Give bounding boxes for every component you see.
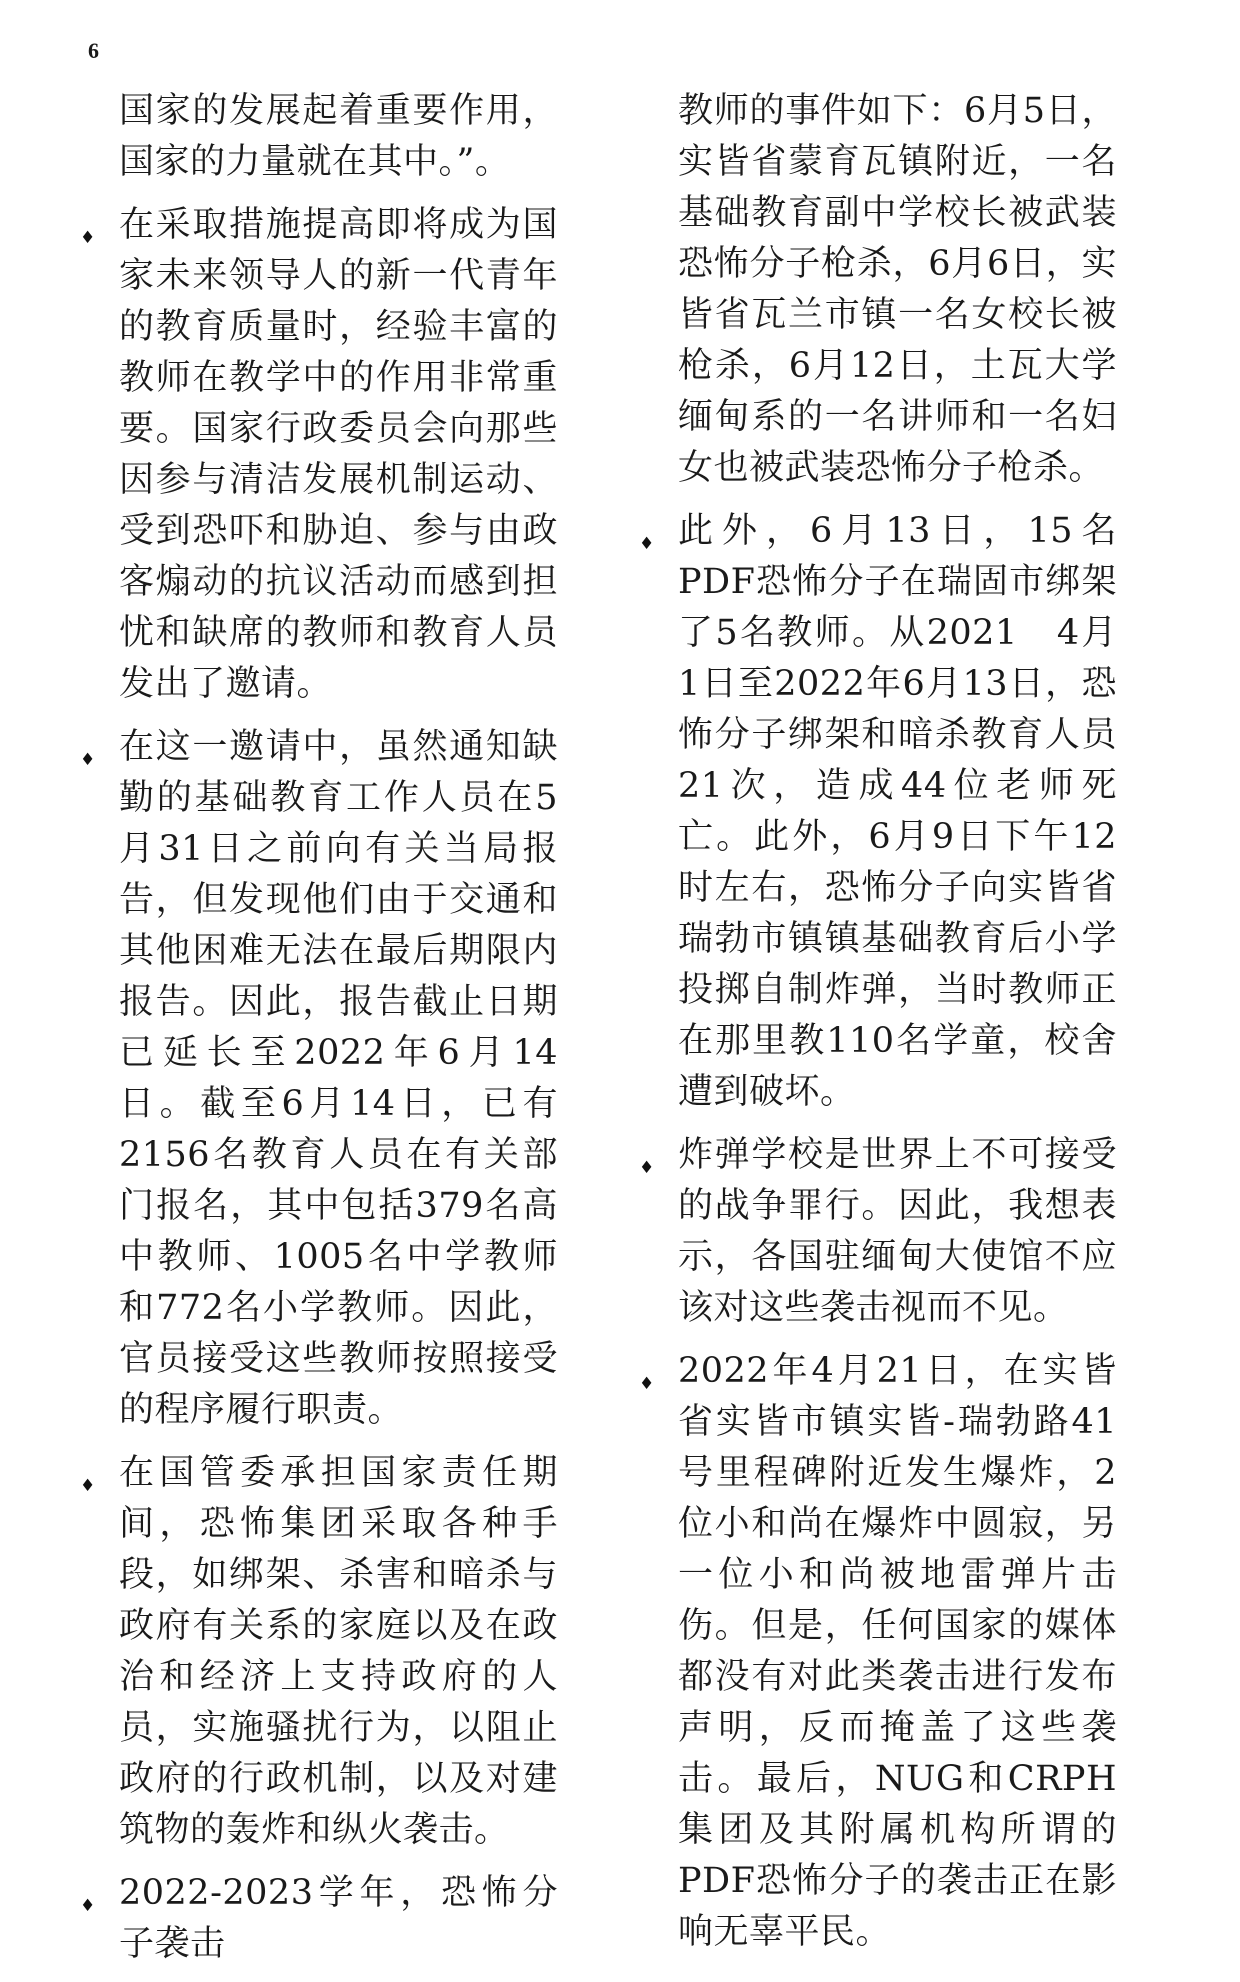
- diamond-bullet-icon: ♦: [80, 228, 96, 248]
- right-bullet-item-2: [637, 1130, 1117, 1334]
- page-number: 6: [88, 38, 99, 63]
- right-bullet-item-3: [637, 1346, 1117, 1958]
- right-continuation-paragraph: 教师的事件如下：6月5日，实皆省蒙育瓦镇附近，一名基础教育副中学校长被武装恐怖分子枪杀，6月6日，实皆省瓦兰市镇一名女校长被枪杀，6月12日，土瓦大学缅甸系的一名讲师和一名妇女也被武装恐怖分子枪杀。: [678, 91, 1117, 488]
- right-column: [637, 86, 1117, 1970]
- bullet-text: 此外，6月13日，15名PDF恐怖分子在瑞固市绑架了5名教师。从2021 4月1日至2022年6月13日，恐怖分子绑架和暗杀教育人员21次，造成44位老师死亡。此外，6月9日下午12时左右，恐怖分子向实皆省瑞勃市镇镇基础教育后小学投掷自制炸弹，当时教师正在那里教110名学童，校舍遭到破坏。: [678, 511, 1117, 1112]
- bullet-text: 2022-2023学年，恐怖分子袭击: [119, 1873, 558, 1964]
- left-bullet-item-3: [78, 1448, 558, 1856]
- diamond-bullet-icon: ♦: [80, 750, 96, 770]
- diamond-bullet-icon: ♦: [639, 534, 655, 554]
- left-bullet-item-4: [78, 1868, 558, 1970]
- bullet-text: 炸弹学校是世界上不可接受的战争罪行。因此，我想表示，各国驻缅甸大使馆不应该对这些袭击视而不见。: [678, 1135, 1117, 1328]
- bullet-text: 在采取措施提高即将成为国家未来领导人的新一代青年的教育质量时，经验丰富的教师在教学中的作用非常重要。国家行政委员会向那些因参与清洁发展机制运动、受到恐吓和胁迫、参与由政客煽动的抗议活动而感到担忧和缺席的教师和教育人员发出了邀请。: [119, 205, 558, 704]
- bullet-text: 在国管委承担国家责任期间，恐怖集团采取各种手段，如绑架、杀害和暗杀与政府有关系的家庭以及在政治和经济上支持政府的人员，实施骚扰行为，以阻止政府的行政机制，以及对建筑物的轰炸和纵火袭击。: [119, 1453, 558, 1850]
- left-column: [78, 86, 558, 1982]
- diamond-bullet-icon: ♦: [639, 1158, 655, 1178]
- diamond-bullet-icon: ♦: [80, 1896, 96, 1916]
- diamond-bullet-icon: ♦: [639, 1374, 655, 1394]
- bullet-text: 在这一邀请中，虽然通知缺勤的基础教育工作人员在5月31日之前向有关当局报告，但发现他们由于交通和其他困难无法在最后期限内报告。因此，报告截止日期已延长至2022年6月14日。截至6月14日，已有2156名教育人员在有关部门报名，其中包括379名高中教师、1005名中学教师和772名小学教师。因此，官员接受这些教师按照接受的程序履行职责。: [119, 727, 558, 1430]
- diamond-bullet-icon: ♦: [80, 1476, 96, 1496]
- left-continuation-paragraph: 国家的发展起着重要作用，国家的力量就在其中。”。: [119, 91, 558, 182]
- left-bullet-item-2: [78, 722, 558, 1436]
- right-bullet-item-1: [637, 506, 1117, 1118]
- left-bullet-item-1: [78, 200, 558, 710]
- bullet-text: 2022年4月21日，在实皆省实皆市镇实皆-瑞勃路41号里程碑附近发生爆炸，2位小和尚在爆炸中圆寂，另一位小和尚被地雷弹片击伤。但是，任何国家的媒体都没有对此类袭击进行发布声明，反而掩盖了这些袭击。最后，NUG和CRPH集团及其附属机构所谓的PDF恐怖分子的袭击正在影响无辜平民。: [678, 1351, 1117, 1952]
